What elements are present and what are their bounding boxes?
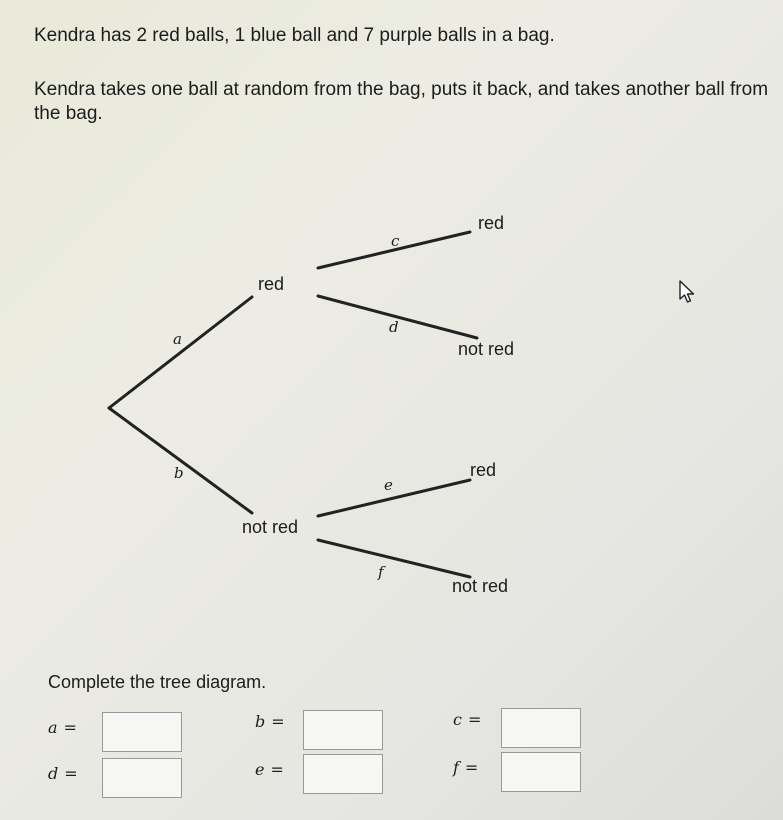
answer-a (48, 718, 77, 737)
branch-e (318, 480, 470, 516)
answer-d (48, 764, 78, 783)
answer-f-input[interactable] (501, 752, 581, 792)
mouse-pointer-icon (678, 280, 696, 304)
answer-f-label: f (453, 758, 459, 777)
answer-c-label: c (453, 710, 462, 729)
var-d: d (389, 318, 399, 336)
answer-d-input[interactable] (102, 758, 182, 798)
instruction-text: Complete the tree diagram. (48, 672, 267, 692)
branch-f (318, 540, 470, 577)
branch-b (109, 408, 252, 513)
answer-c (453, 710, 481, 729)
var-e: e (384, 476, 393, 494)
answer-c-equals: = (467, 710, 482, 729)
node-red-first: red (258, 274, 285, 294)
answer-f (453, 758, 478, 777)
answer-e (255, 760, 284, 779)
answer-a-input[interactable] (102, 712, 182, 752)
node-not-red-first: not red (242, 517, 299, 537)
branch-a (109, 297, 252, 408)
answer-e-equals: = (270, 760, 284, 779)
answer-c-input[interactable] (501, 708, 581, 748)
var-c: c (391, 232, 400, 250)
answer-d-equals: = (64, 764, 78, 783)
answer-b-input[interactable] (303, 710, 383, 750)
question-line-2: Kendra takes one ball at random from the bag, puts it back, and takes another ball from the bag. (34, 79, 769, 124)
answer-d-label: d (48, 764, 59, 783)
answer-f-equals: = (464, 758, 479, 777)
answer-a-label: a (48, 718, 58, 737)
node-not-red-top: not red (458, 339, 515, 359)
answer-b-label: b (255, 712, 266, 731)
answer-e-label: e (255, 760, 265, 779)
answer-b (255, 712, 285, 731)
node-red-top: red (478, 213, 505, 233)
node-red-bottom: red (470, 460, 497, 480)
answer-e-input[interactable] (303, 754, 383, 794)
var-b: b (174, 464, 184, 482)
var-f: f (378, 563, 384, 581)
answer-b-equals: = (271, 712, 285, 731)
answer-a-equals: = (63, 718, 77, 737)
var-a: a (173, 330, 182, 348)
question-line-1: Kendra has 2 red balls, 1 blue ball and 7 purple balls in a bag. (34, 25, 555, 46)
node-not-red-bottom: not red (452, 576, 509, 596)
